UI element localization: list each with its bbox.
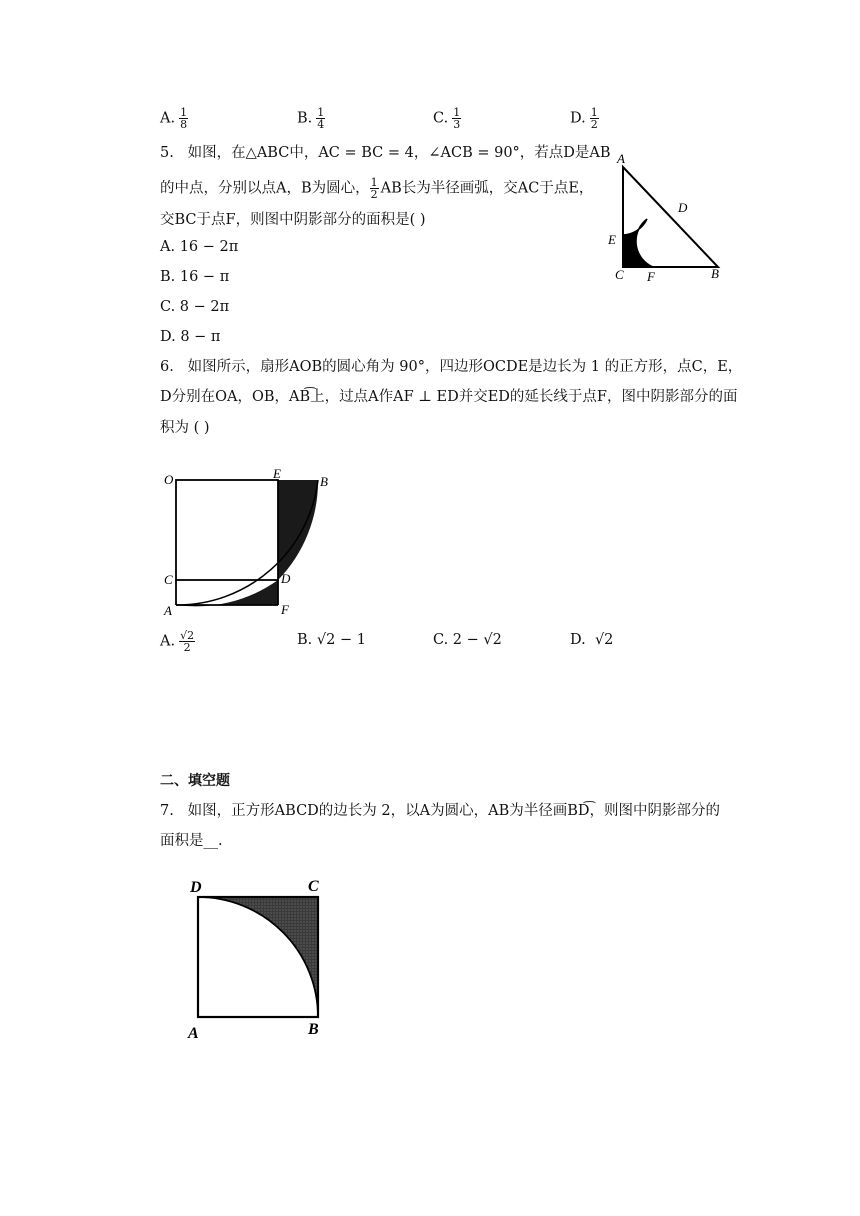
fraction-half: $\frac{1}{2}$ (370, 176, 378, 201)
q6-option-d: D. √2 (570, 632, 614, 648)
label-a: A (188, 1025, 199, 1042)
label-o: O (164, 472, 174, 487)
q5-text: AB长为半径画弧，交AC于点E， (380, 180, 594, 197)
q5-option-b: B. 16 − π (160, 269, 230, 285)
label-e: E (608, 232, 616, 247)
q6-sector-figure (160, 462, 340, 622)
fraction: $\frac{√2}{2}$ (180, 629, 195, 654)
q6-shaded-top (278, 480, 318, 580)
label-b: B (308, 1021, 319, 1038)
q7-shaded-region (198, 897, 318, 1017)
label-c: C (308, 878, 319, 895)
q6-option-b: B. √2 − 1 (297, 632, 366, 648)
q5-stem-line-2 (160, 177, 593, 200)
label-d: D (281, 571, 291, 586)
question-number: 6. (160, 359, 174, 375)
fraction: $\frac{1}{4}$ (317, 106, 325, 131)
label-b: B (320, 474, 328, 489)
q5-text: 如图，在△ABC中，AC = BC = 4，∠ACB = 90°，若点D是AB (187, 145, 611, 161)
question-number: 7. (160, 803, 174, 819)
q6-text: 如图所示，扇形AOB的圆心角为 90°，四边形OCDE是边长为 1 的正方形，点C，E， (187, 359, 743, 375)
q6-stem-line-3 (160, 418, 210, 438)
fraction: $\frac{1}{2}$ (590, 106, 598, 131)
q6-shaded-bottom (176, 580, 278, 606)
q7-square-figure (180, 870, 340, 1045)
q5-option-c: C. 8 − 2π (160, 299, 230, 315)
q6-square (176, 480, 278, 580)
label-e: E (273, 466, 281, 481)
label-c: C (615, 267, 624, 282)
q4-option-d: D. $\frac{1}{2}$ (570, 106, 598, 131)
q7-text: 如图，正方形ABCD的边长为 2，以A为圆心，AB为半径画BD͡，则图中阴影部分的 (187, 803, 720, 819)
q7-text: 面积是__. (160, 833, 223, 849)
label-f: F (647, 269, 655, 284)
fraction: $\frac{1}{3}$ (453, 106, 461, 131)
q4-option-a: A. $\frac{1}{8}$ (160, 106, 188, 131)
q7-stem-line-2 (160, 831, 223, 851)
q6-stem-line-2 (160, 387, 738, 407)
q6-stem-line-1 (160, 357, 742, 377)
label-d: D (678, 200, 688, 215)
q5-stem-line-1 (160, 143, 611, 163)
q6-text: D分别在OA，OB，AB͡上，过点A作AF ⊥ ED并交ED的延长线于点F，图中阴影部分的面 (160, 389, 738, 405)
q5-stem-line-3 (160, 210, 426, 230)
q4-option-c: C. $\frac{1}{3}$ (433, 106, 461, 131)
q7-stem-line-1 (160, 801, 720, 821)
q6-text: 积为 ( ) (160, 420, 210, 436)
question-number: 5. (160, 145, 174, 161)
q5-text: 交BC于点F，则图中阴影部分的面积是( ) (160, 212, 426, 228)
section-title: 二、填空题 (160, 773, 230, 789)
q5-option-d: D. 8 − π (160, 329, 221, 345)
label-b: B (711, 266, 719, 281)
q6-option-a: A. $\frac{√2}{2}$ (160, 629, 195, 654)
q6-option-c: C. 2 − √2 (433, 632, 502, 648)
label-a: A (164, 603, 172, 618)
q5-text: 的中点，分别以点A，B为圆心， (160, 180, 370, 197)
label-d: D (190, 879, 202, 896)
fraction: $\frac{1}{8}$ (180, 106, 188, 131)
label-c: C (164, 572, 173, 587)
q5-triangle-figure (600, 145, 730, 285)
label-a: A (617, 151, 625, 166)
q5-shaded-region (623, 219, 653, 267)
q5-option-a: A. 16 − 2π (160, 239, 239, 255)
q4-option-b: B. $\frac{1}{4}$ (297, 106, 325, 131)
label-f: F (281, 602, 289, 617)
